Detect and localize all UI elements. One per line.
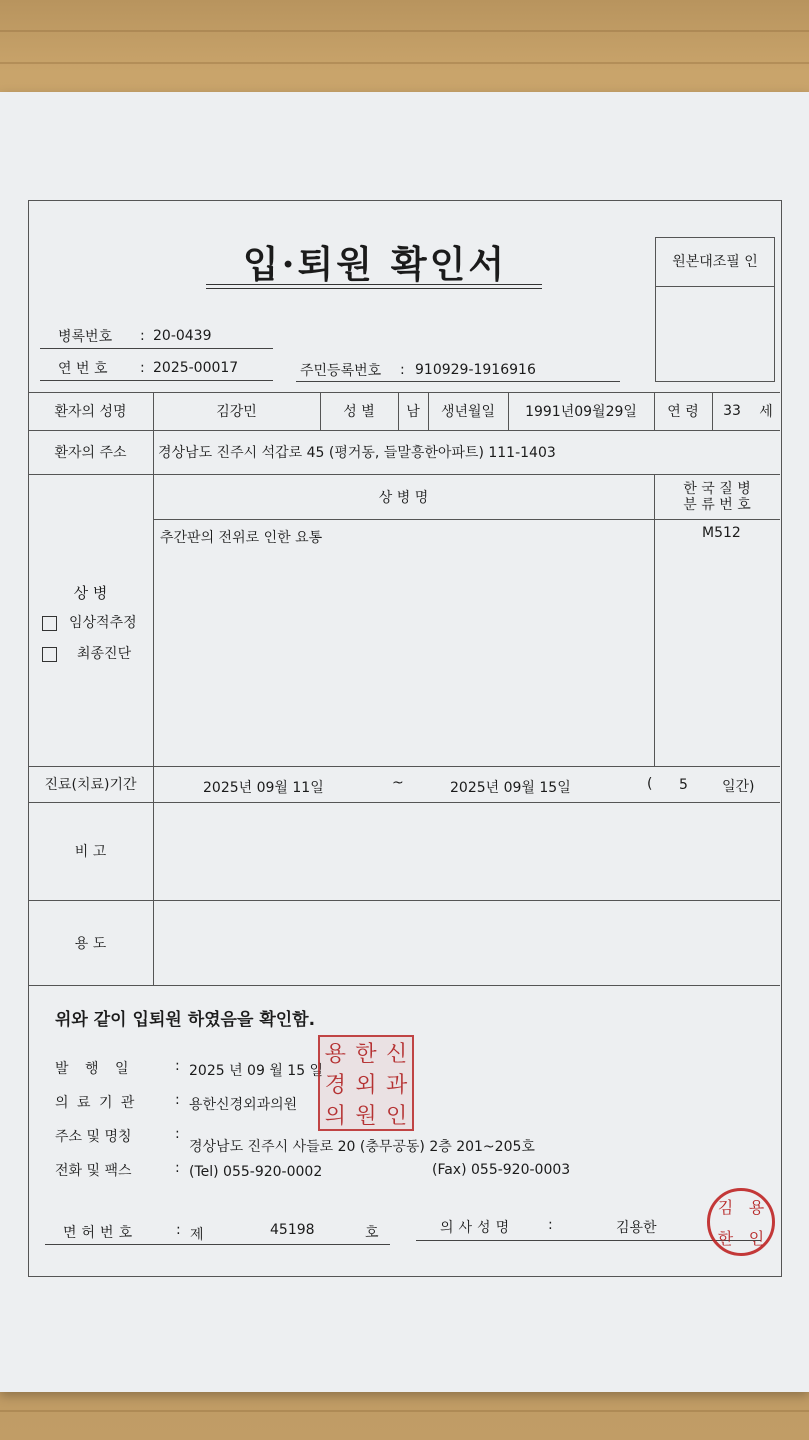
confirmation-statement: 위와 같이 입퇴원 하였음을 확인함.: [55, 1010, 316, 1030]
clinical-estimate-label: 임상적추정: [69, 615, 137, 631]
period-days-unit: 일간): [722, 779, 755, 795]
document-paper: [0, 92, 809, 1392]
institution-colon: :: [175, 1092, 180, 1108]
license-label: 면허번호: [63, 1225, 138, 1241]
age-unit: 세: [759, 404, 773, 420]
doctor-name-colon: :: [548, 1217, 553, 1233]
period-end: 2025년 09월 15일: [450, 780, 571, 796]
age-label: 연 령: [667, 404, 699, 420]
license-colon: :: [176, 1222, 181, 1238]
record-no-underline: [40, 348, 273, 349]
patient-name-label: 환자의 성명: [54, 404, 127, 420]
final-diagnosis-option[interactable]: [42, 643, 131, 663]
institution-fax: (Fax) 055-920-0003: [432, 1162, 571, 1178]
resident-no-value: 910929-1916916: [415, 362, 536, 378]
round-seal-character: 인: [748, 1229, 765, 1248]
title-underline: [206, 284, 542, 285]
round-seal-character: 한: [717, 1229, 734, 1248]
clinical-estimate-checkbox[interactable]: [42, 616, 57, 631]
serial-no-colon: :: [140, 360, 145, 376]
document-title: 입·퇴원 확인서: [242, 242, 508, 286]
issue-date-colon: :: [175, 1058, 180, 1074]
diagnosis-name: 추간판의 전위로 인한 요통: [160, 530, 323, 546]
dob-value: 1991년09월29일: [525, 404, 637, 420]
institution-seal-stamp: [318, 1035, 414, 1131]
final-diagnosis-checkbox[interactable]: [42, 647, 57, 662]
doctor-round-seal: [707, 1188, 775, 1256]
serial-no-value: 2025-00017: [153, 360, 239, 376]
record-no-value: 20-0439: [153, 328, 212, 344]
contact-colon: :: [175, 1160, 180, 1176]
purpose-label: 용 도: [74, 935, 107, 952]
seal-character: 과: [386, 1073, 408, 1098]
resident-no-underline: [296, 381, 620, 382]
sex-value: 남: [406, 404, 420, 420]
round-seal-character: 김: [717, 1198, 734, 1217]
disease-code-header: [654, 474, 780, 519]
seal-character: 경: [324, 1073, 346, 1098]
period-start: 2025년 09월 11일: [203, 780, 324, 796]
seal-character: 신: [386, 1042, 408, 1067]
address-name-colon: :: [175, 1126, 180, 1142]
license-number: 45198: [270, 1222, 315, 1238]
clinical-estimate-option[interactable]: [42, 612, 137, 632]
seal-character: 외: [355, 1073, 377, 1098]
row-line: [153, 519, 780, 520]
institution-address: 경상남도 진주시 사들로 20 (충무공동) 2층 201~205호: [189, 1139, 535, 1155]
diagnosis-section-label: 상 병: [73, 584, 108, 602]
round-seal-character: 용: [748, 1198, 765, 1217]
seal-character: 의: [324, 1104, 346, 1129]
age-value: 33: [723, 403, 741, 419]
disease-code-header-line2: 분 류 번 호: [683, 496, 751, 513]
patient-address: 경상남도 진주시 석갑로 45 (평거동, 들말흥한아파트) 111-1403: [158, 445, 556, 461]
address-name-label: 주소 및 명칭: [55, 1129, 132, 1145]
institution-name: 용한신경외과의원: [189, 1097, 298, 1113]
treatment-period-label: 진료(치료)기간: [44, 777, 137, 793]
row-line: [28, 985, 780, 986]
contact-label: 전화 및 팩스: [55, 1163, 132, 1179]
record-no-label: 병록번호: [58, 329, 113, 345]
issue-date-label: 발 행 일: [55, 1061, 135, 1077]
diagnosis-name-header: 상 병 명: [378, 489, 429, 506]
issue-date-value: 2025 년 09 월 15 일: [189, 1063, 324, 1079]
seal-character: 인: [386, 1104, 408, 1129]
title-underline-2: [206, 288, 542, 289]
doctor-name: 김용한: [616, 1220, 657, 1236]
license-underline: [45, 1244, 390, 1245]
period-tilde: ~: [392, 775, 404, 791]
record-no-colon: :: [140, 328, 145, 344]
diagnosis-code: M512: [702, 525, 741, 541]
seal-character: 용: [324, 1042, 346, 1067]
period-days: 5: [679, 777, 688, 793]
remarks-label: 비 고: [74, 844, 107, 860]
patient-name: 김강민: [216, 404, 257, 420]
final-diagnosis-label: 최종진단: [77, 646, 132, 662]
dob-label: 생년월일: [440, 404, 496, 420]
seal-character: 원: [355, 1104, 377, 1129]
license-suffix: 호: [365, 1225, 379, 1241]
serial-no-label: 연 번 호: [58, 361, 108, 377]
serial-no-underline: [40, 380, 273, 381]
sex-label: 성 별: [343, 404, 375, 420]
original-verification-box: [655, 237, 775, 382]
original-verification-label: 원본대조필 인: [656, 238, 774, 287]
institution-tel: (Tel) 055-920-0002: [189, 1164, 323, 1180]
resident-no-label: 주민등록번호: [300, 363, 382, 379]
resident-no-colon: :: [400, 362, 405, 378]
patient-address-label: 환자의 주소: [54, 445, 127, 461]
seal-character: 한: [355, 1042, 377, 1067]
period-open-paren: (: [647, 776, 653, 792]
license-prefix: 제: [190, 1227, 204, 1243]
doctor-name-label: 의사성명: [440, 1220, 515, 1236]
disease-code-header-line1: 한 국 질 병: [683, 480, 751, 497]
institution-label: 의 료 기 관: [55, 1095, 137, 1111]
